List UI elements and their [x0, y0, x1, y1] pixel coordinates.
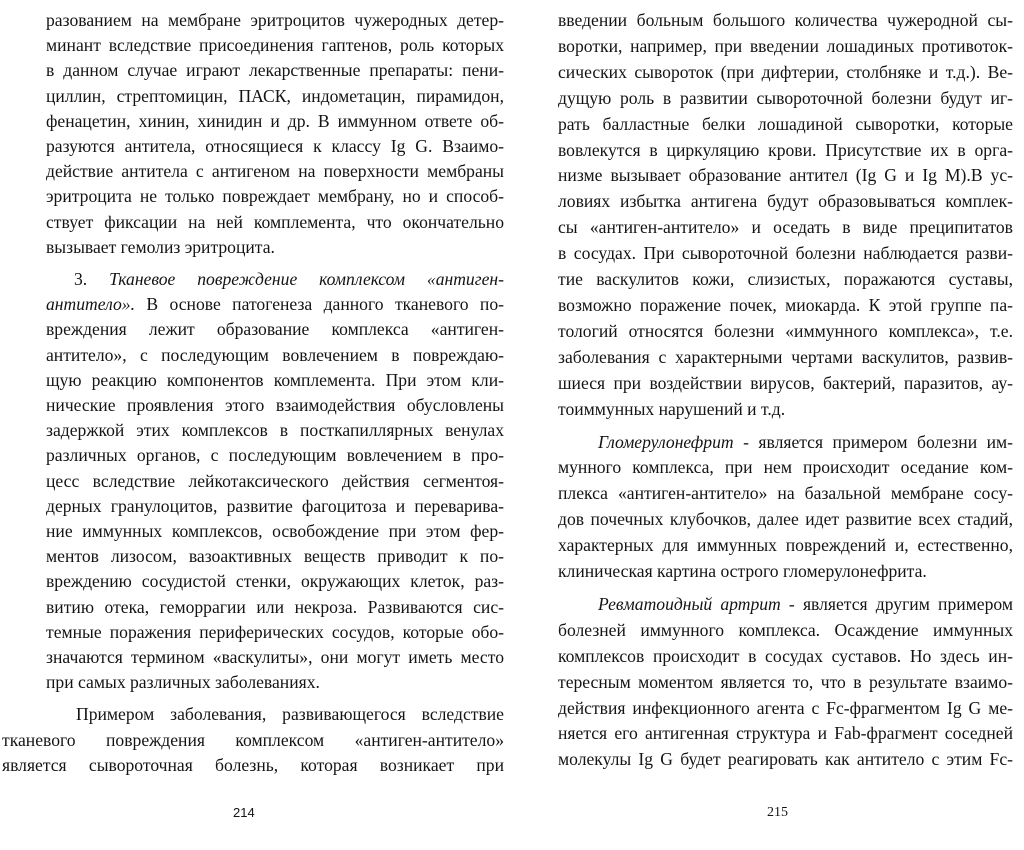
text-line: действия инфекционного агента с Fc-фрагментом Ig G ме-: [558, 697, 1013, 718]
section-title-end: антитело».: [46, 294, 135, 315]
text-line: эритроцита не только повреждает мембрану, но и способ-: [46, 186, 504, 207]
right-paragraph-1: [558, 8, 1013, 423]
text-line: клиническая картина острого гломерулонефрита.: [558, 561, 927, 582]
text-line: няется его антигенная структура и Fab-фрагмент соседней: [558, 723, 1013, 744]
text-line: циллин, стрептомицин, ПАСК, индометацин, пирамидон,: [46, 85, 504, 106]
text-line: темные поражения периферических сосудов, которые обо-: [46, 621, 504, 642]
text-line: в данном случае играют лекарственные препараты: пени-: [46, 60, 504, 81]
text-line: цесс вследствие лейкотаксического действия сегментоя-: [46, 470, 504, 491]
right-page: [558, 8, 1013, 773]
text-line: фенацетин, хинин, хинидин и др. В иммунном ответе об-: [46, 110, 504, 131]
text-line: введении больным большого количества чужеродной сы-: [558, 10, 1013, 30]
text-line: характерных для иммунных повреждений и, естественно,: [558, 535, 1013, 556]
text-line: мунного комплекса, при нем происходит оседание ком-: [558, 457, 1013, 478]
text-line: Гломерулонефрит - является примером болезни им-: [598, 431, 1013, 452]
text-line: вызывает гемолиз эритроцита.: [46, 236, 275, 257]
text-line: вреждения лежит образование комплекса «антиген-: [46, 319, 504, 340]
left-paragraph-section-3: [46, 267, 504, 695]
text-line: ловиях избытка антигена будут образовываться комплек-: [558, 191, 1013, 212]
text-line: болезней иммунного комплекса. Осаждение иммунных: [558, 619, 1013, 640]
term-glomerulonephritis: Гломерулонефрит: [598, 431, 734, 452]
text-line: задержкой этих комплексов в посткапиллярных венулах: [46, 420, 504, 441]
text-line: витию отека, геморрагии или некроза. Развиваются сис-: [46, 596, 504, 617]
text-line: в сосудах. При сывороточной болезни наблюдается разви-: [558, 243, 1013, 264]
text-line: вовлекутся в циркуляцию крови. Присутствие их в орга-: [558, 139, 1013, 160]
text-line: ствует фиксации на ней комплемента, что окончательно: [46, 211, 504, 232]
text-line: сических сывороток (при дифтерии, столбняке и т.д.). Ве-: [558, 61, 1013, 82]
text-line: дущую роль в развитии сывороточной болезни будут иг-: [558, 87, 1013, 108]
section-heading-line: [46, 267, 504, 292]
text-line: дерных гранулоцитов, развитие фагоцитоза и переварива-: [46, 495, 504, 516]
left-page: [2, 8, 504, 778]
section-title: Тканевое повреждение комплексом «антиген-: [109, 269, 504, 290]
text-line: тие васкулитов кожи, слизистых, поражаются суставы,: [558, 269, 1013, 290]
text-line: рать балластные белки лошадиной сыворотки, которые: [558, 113, 1013, 134]
text-line: молекулы Ig G будет реагировать как антитело с этим Fc-: [558, 749, 1013, 770]
left-paragraph-1: [46, 8, 504, 260]
section-number: 3.: [74, 269, 88, 290]
term-rheumatoid-arthritis: Ревматоидный артрит: [598, 593, 781, 614]
text-line: возможно поражение почек, миокарда. К этой группе па-: [558, 294, 1013, 315]
text-line: ние иммунных комплексов, освобождение при этом фер-: [46, 521, 504, 542]
text-line: минант вследствие присоединения гаптенов, роль которых: [46, 35, 504, 56]
text-line: действие антитела с антигеном на поверхности мембраны: [46, 161, 504, 182]
page-number-left: 214: [233, 805, 255, 820]
text-line: дов почечных клубочков, далее идет развитие всех стадий,: [558, 509, 1013, 530]
text-line: комплексов происходит в сосудах суставов. Но здесь ин-: [558, 645, 1013, 666]
text-line: значаются термином «васкулиты», они могут иметь место: [46, 647, 504, 668]
text-line: антитело», с последующим вовлечением в повреждаю-: [46, 344, 504, 365]
text-line: тологий относятся болезни «иммунного комплекса», т.е.: [558, 320, 1013, 341]
text-line: ментов лизосом, вазоактивных веществ приводит к по-: [46, 546, 504, 567]
text-line: Примером заболевания, развивающегося вследствие: [76, 704, 504, 725]
text-line: тересным моментом является то, что в результате взаимо-: [558, 671, 1013, 692]
text-line: щую реакцию компонентов комплемента. При этом кли-: [46, 369, 504, 390]
right-paragraph-glomerulonephritis: [558, 430, 1013, 585]
text-line: низме вызывает образование антител (Ig G и Ig M).В ус-: [558, 165, 1013, 186]
text-line: заболевания с характерными чертами васкулитов, развив-: [558, 346, 1013, 367]
text-line: вреждению сосудистой стенки, окружающих клеток, раз-: [46, 571, 504, 592]
left-paragraph-3: [2, 702, 504, 778]
right-paragraph-rheumatoid-arthritis: [558, 592, 1013, 773]
text-line: нические проявления этого взаимодействия обусловлены: [46, 395, 504, 416]
page-number-right: 215: [767, 805, 788, 820]
text-line: антитело». В основе патогенеза данного тканевого по-: [46, 294, 504, 315]
text-line: при самых различных заболеваниях.: [46, 672, 320, 693]
text-line: плекса «антиген-антитело» на базальной мембране сосу-: [558, 483, 1013, 504]
text-line: шиеся при воздействии вирусов, бактерий, паразитов, ау-: [558, 372, 1013, 393]
text-line: воротки, например, при введении лошадиных противоток-: [558, 35, 1013, 56]
text-line: тканевого повреждения комплексом «антиген-антитело»: [2, 729, 504, 750]
text-line: является сывороточная болезнь, которая возникает при: [2, 754, 504, 775]
text-line: разованием на мембране эритроцитов чужеродных детер-: [46, 10, 504, 30]
text-line: различных органов, с последующим вовлечением в про-: [46, 445, 504, 466]
text-line: тоиммунных нарушений и т.д.: [558, 398, 786, 419]
text-line: Ревматоидный артрит - является другим примером: [598, 593, 1013, 614]
text-line: сы «антиген-антитело» и оседать в виде преципитатов: [558, 217, 1013, 238]
text-line: разуются антитела, относящиеся к классу Ig G. Взаимо-: [46, 136, 504, 157]
